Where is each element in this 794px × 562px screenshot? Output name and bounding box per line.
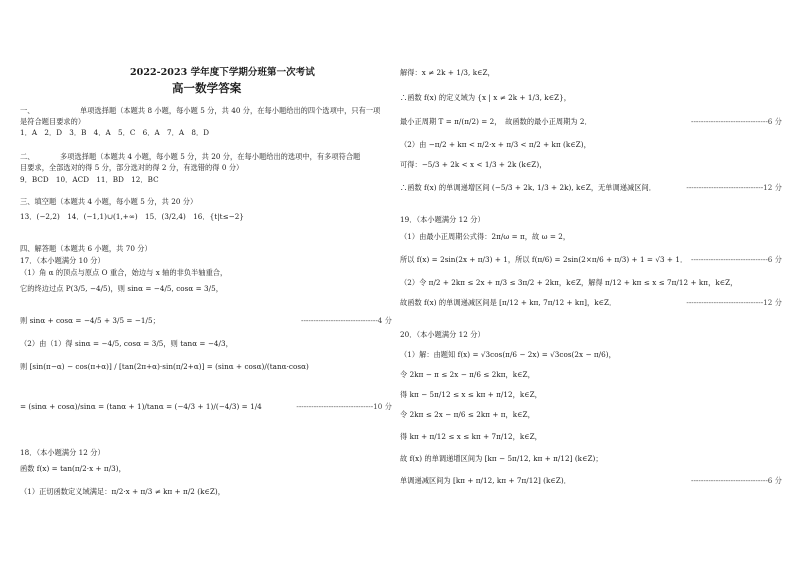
answer-line: 得 kπ − 5π/12 ≤ x ≤ kπ + π/12，k∈Z， bbox=[400, 390, 542, 399]
answer-line: 17．（本小题满分 10 分） bbox=[20, 256, 105, 265]
answer-line: 是符合题目要求的） bbox=[20, 117, 86, 126]
answer-line: 令 2kπ − π ≤ 2x − π/6 ≤ 2kπ，k∈Z， bbox=[400, 370, 535, 379]
answer-line: 二、 bbox=[20, 152, 35, 161]
answer-line: 18．（本小题满分 12 分） bbox=[20, 448, 105, 457]
score-marker: -------------------------------6 分 bbox=[690, 255, 782, 264]
answer-line: 最小正周期 T = π/(π/2) = 2， 故函数的最小正周期为 2． bbox=[400, 117, 592, 126]
answer-line: 则 [sin(π−α) − cos(π+α)] / [tan(2π+α)·sin(π/2+α)] = (sinα + cosα)/(tanα·cosα) bbox=[20, 362, 309, 371]
answer-line: 单调递减区间为 [kπ + π/12, kπ + 7π/12] (k∈Z)． bbox=[400, 476, 571, 485]
answer-line: （1）角 α 的顶点与原点 O 重合，始边与 x 轴的非负半轴重合， bbox=[20, 268, 228, 277]
answer-line: （1）正切函数定义域满足：π/2·x + π/3 ≠ kπ + π/2 (k∈Z)， bbox=[20, 487, 226, 496]
answer-line: 目要求，全部选对的得 5 分，部分选对的得 2 分，有选错的得 0 分） bbox=[20, 163, 244, 172]
answer-line: 20．（本小题满分 12 分） bbox=[400, 330, 485, 339]
score-marker: -------------------------------12 分 bbox=[686, 298, 782, 307]
answer-line: 它的终边过点 P(3/5, −4/5)，则 sinα = −4/5, cosα = 3/5， bbox=[20, 284, 224, 293]
answer-line: 可得：−5/3 + 2k < x < 1/3 + 2k (k∈Z)， bbox=[400, 160, 547, 169]
left-column bbox=[20, 0, 392, 562]
exam-title: 2022-2023 学年度下学期分班第一次考试 bbox=[130, 67, 315, 78]
answer-line: （1）解：由题知 f(x) = √3cos(π/6 − 2x) = √3cos(2x − π/6)， bbox=[400, 350, 616, 359]
answer-line: ∴函数 f(x) 的定义域为 {x | x ≠ 2k + 1/3, k∈Z}， bbox=[400, 93, 571, 102]
score-marker: -------------------------------6 分 bbox=[690, 117, 782, 126]
right-column bbox=[400, 0, 782, 562]
answer-line: 故函数 f(x) 的单调递减区间是 [π/12 + kπ, 7π/12 + kπ]，k∈Z． bbox=[400, 298, 617, 307]
answer-line: 多项选择题（本题共 4 小题，每小题 5 分，共 20 分，在每小题给出的选项中，有多项符合题 bbox=[60, 152, 361, 161]
answer-line: 9．BCD 10．ACD 11．BD 12．BC bbox=[20, 175, 159, 184]
answer-line: 则 sinα + cosα = −4/5 + 3/5 = −1/5； bbox=[20, 316, 160, 325]
answer-line: 令 2kπ ≤ 2x − π/6 ≤ 2kπ + π，k∈Z， bbox=[400, 410, 535, 419]
answer-line: 19．（本小题满分 12 分） bbox=[400, 215, 485, 224]
answer-line: （2）由（1）得 sinα = −4/5, cosα = 3/5，则 tanα = −4/3， bbox=[20, 339, 233, 348]
answer-line: （2）由 −π/2 + kπ < π/2·x + π/3 < π/2 + kπ (k∈Z)， bbox=[400, 140, 591, 149]
answer-line: 解得：x ≠ 2k + 1/3, k∈Z， bbox=[400, 68, 495, 77]
answer-line: 故 f(x) 的单调递增区间为 [kπ − 5π/12, kπ + π/12] (k∈Z)； bbox=[400, 454, 603, 463]
answer-title: 高一数学答案 bbox=[172, 81, 242, 95]
answer-line: （2）令 π/2 + 2kπ ≤ 2x + π/3 ≤ 3π/2 + 2kπ，k∈Z，解得 π/12 + kπ ≤ x ≤ 7π/12 + kπ，k∈Z， bbox=[400, 278, 738, 287]
answer-line: 13．(−2,2) 14．(−1,1)∪(1,+∞) 15．(3/2,4) 16．{t|t≤−2} bbox=[20, 212, 244, 221]
answer-line: = (sinα + cosα)/sinα = (tanα + 1)/tanα = (−4/3 + 1)/(−4/3) = 1/4 bbox=[20, 402, 262, 411]
answer-line: 单项选择题（本题共 8 小题，每小题 5 分，共 40 分，在每小题给出的四个选项中，只有一项 bbox=[80, 106, 381, 115]
answer-line: 四、解答题（本题共 6 小题，共 70 分） bbox=[20, 244, 152, 253]
score-marker: -------------------------------4 分 bbox=[300, 316, 392, 325]
answer-line: （1）由最小正周期公式得：2π/ω = π，故 ω = 2， bbox=[400, 232, 571, 241]
answer-line: 得 kπ + π/12 ≤ x ≤ kπ + 7π/12，k∈Z， bbox=[400, 432, 542, 441]
answer-line: 所以 f(x) = 2sin(2x + π/3) + 1，所以 f(π/6) = 2sin(2×π/6 + π/3) + 1 = √3 + 1． bbox=[400, 255, 688, 264]
score-marker: -------------------------------6 分 bbox=[690, 476, 782, 485]
answer-line: ∴函数 f(x) 的单调递增区间 (−5/3 + 2k, 1/3 + 2k), k∈Z，无单调递减区间． bbox=[400, 183, 656, 192]
answer-line: 函数 f(x) = tan(π/2·x + π/3)， bbox=[20, 464, 126, 473]
answer-line: 一、 bbox=[20, 106, 35, 115]
score-marker: -------------------------------12 分 bbox=[686, 183, 782, 192]
score-marker: -------------------------------10 分 bbox=[296, 402, 392, 411]
answer-line: 三、填空题（本题共 4 小题，每小题 5 分，共 20 分） bbox=[20, 197, 198, 206]
answer-line: 1．A 2．D 3．B 4．A 5．C 6．A 7．A 8．D bbox=[20, 128, 210, 137]
